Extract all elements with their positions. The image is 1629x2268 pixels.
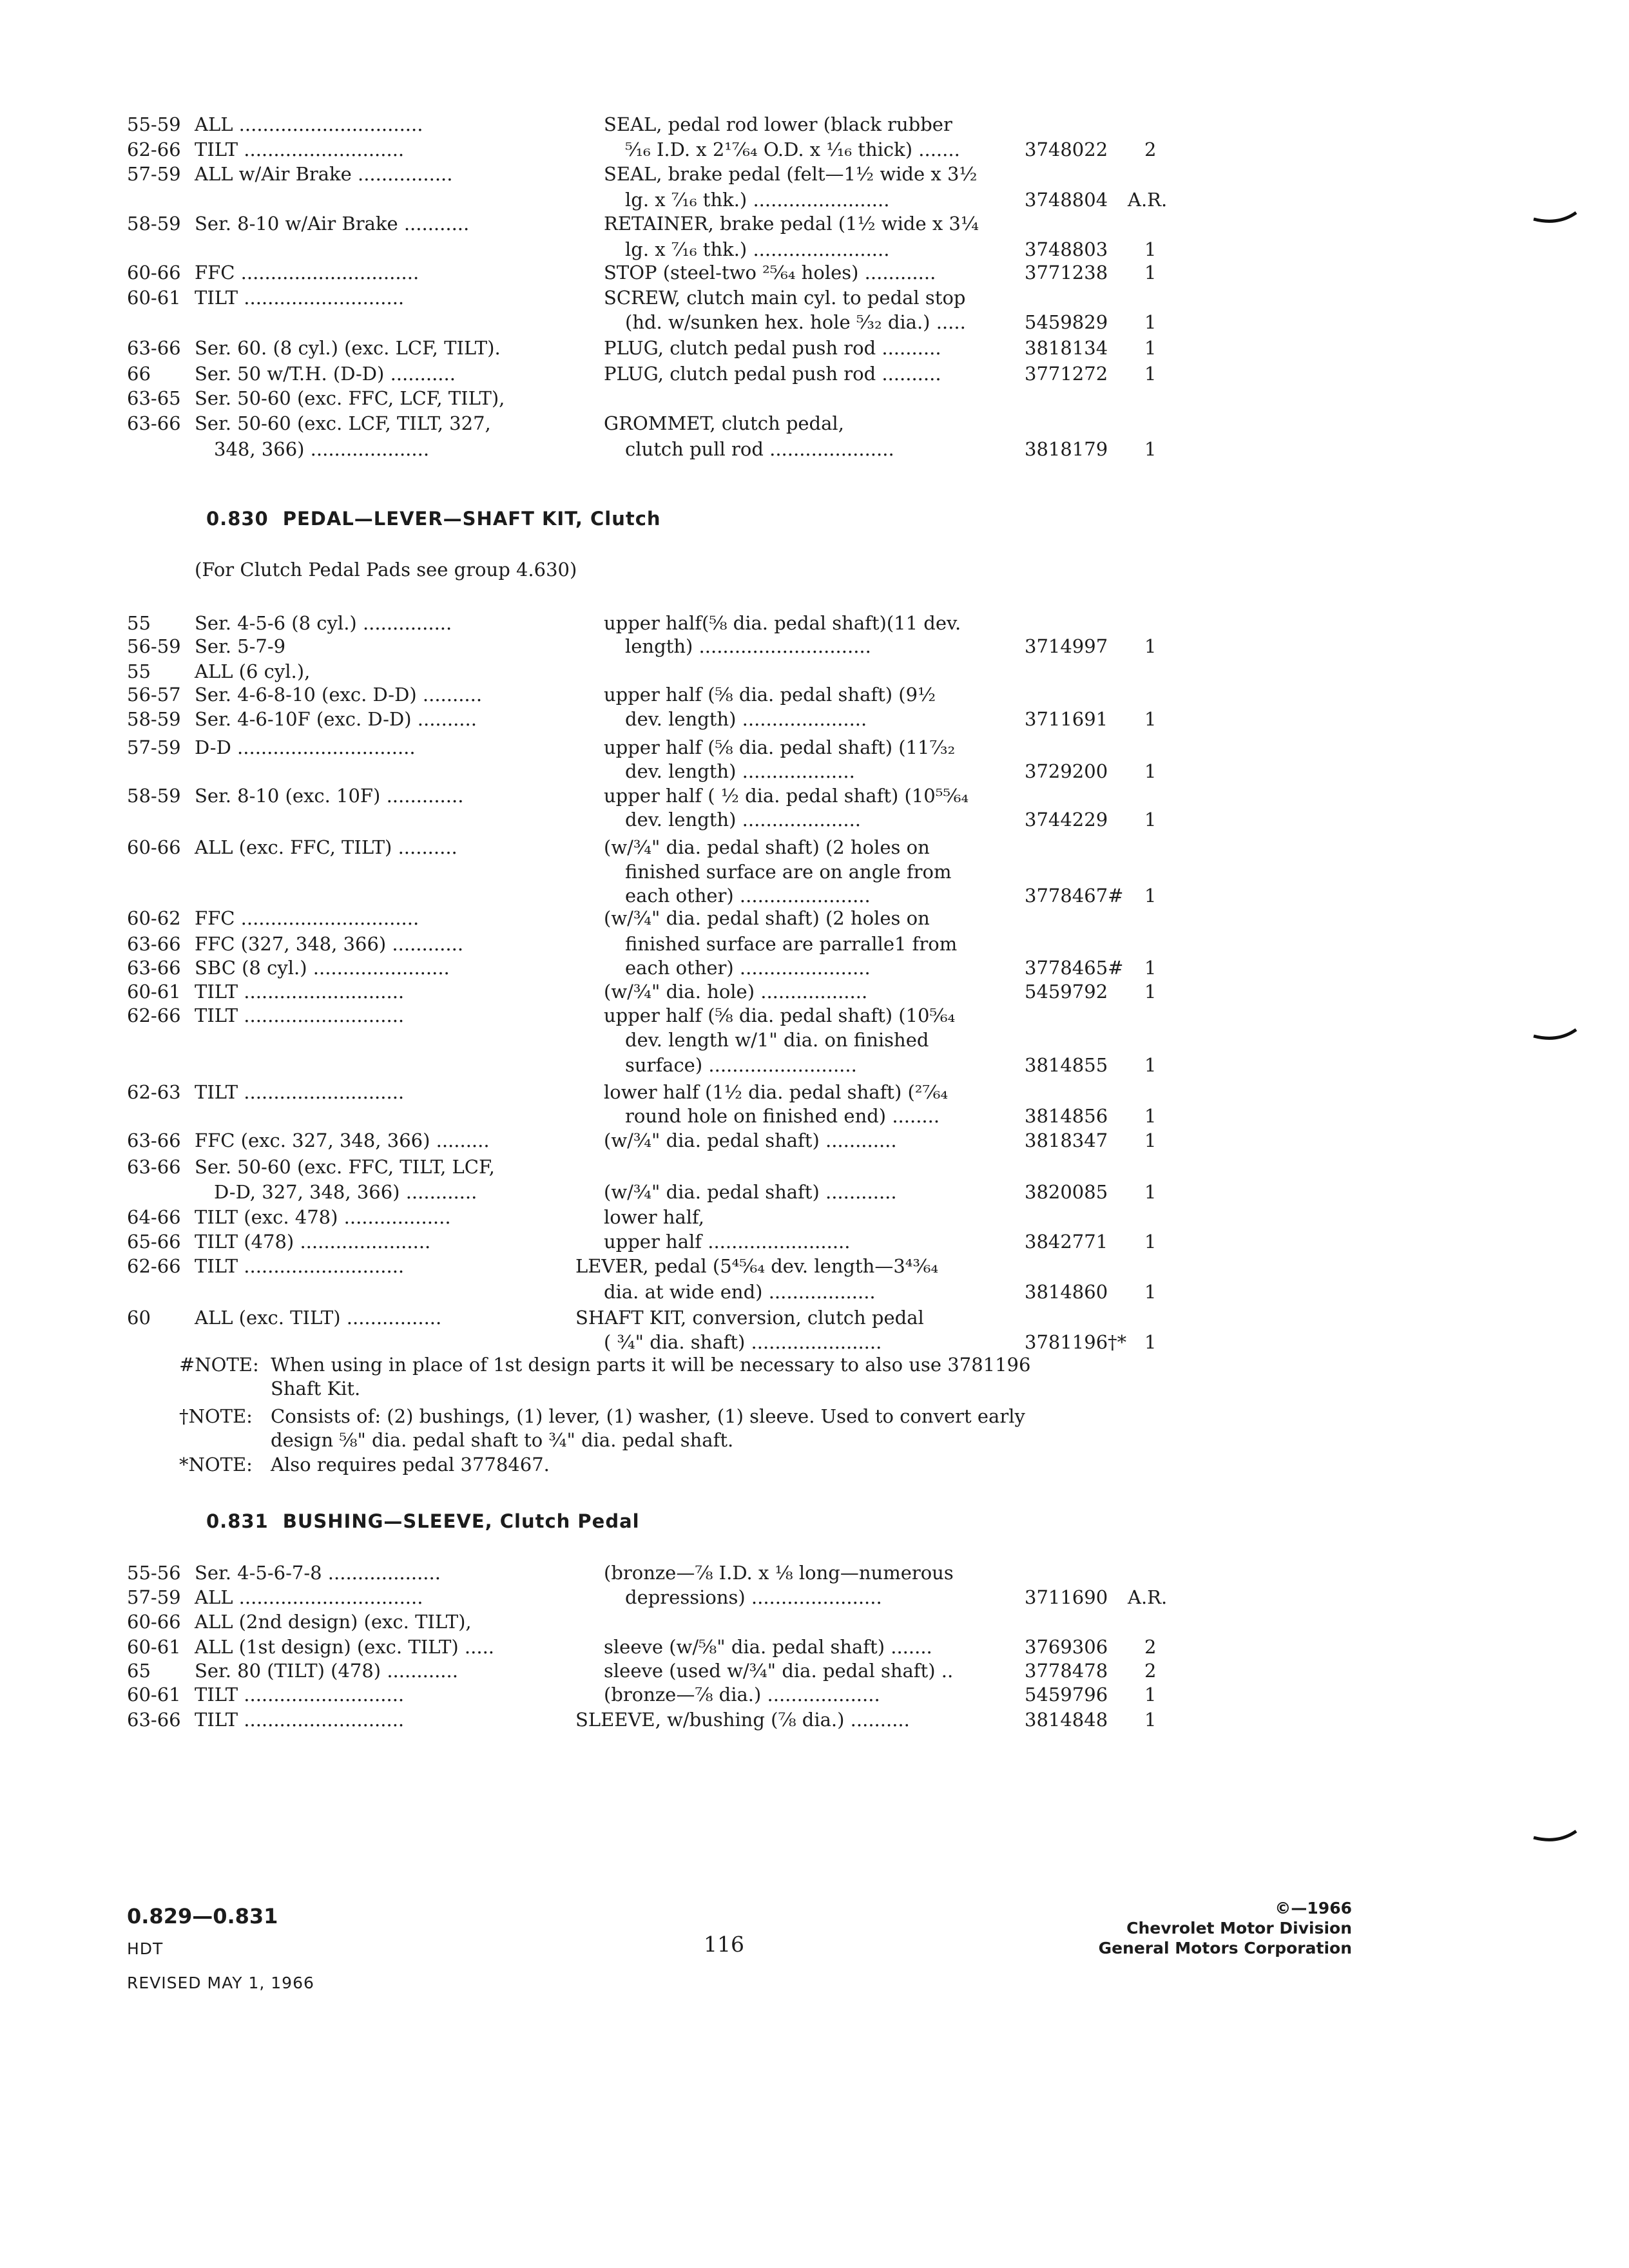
model-application: TILT ........................... bbox=[195, 1684, 405, 1706]
model-year: 62-66 bbox=[127, 1255, 181, 1277]
note-label: #NOTE: bbox=[179, 1354, 259, 1376]
part-number: 3814860 bbox=[1025, 1281, 1108, 1303]
part-description: SHAFT KIT, conversion, clutch pedal bbox=[575, 1307, 924, 1329]
model-year: 63-65 bbox=[127, 387, 181, 409]
group-range: 0.829—0.831 bbox=[127, 1904, 278, 1928]
part-description: PLUG, clutch pedal push rod .......... bbox=[604, 363, 941, 385]
part-description: clutch pull rod ..................... bbox=[625, 438, 894, 460]
model-year: 63-66 bbox=[127, 412, 181, 434]
division-name: Chevrolet Motor Division bbox=[1126, 1919, 1352, 1937]
model-application: Ser. 60. (8 cyl.) (exc. LCF, TILT). bbox=[195, 337, 501, 359]
model-year: 55 bbox=[127, 612, 151, 634]
part-description: length) ............................. bbox=[625, 635, 871, 657]
note-text-continued: Shaft Kit. bbox=[271, 1378, 361, 1399]
model-year: 55 bbox=[127, 660, 151, 682]
copyright: ©—1966 bbox=[1275, 1899, 1352, 1917]
part-description: sleeve (w/⅝" dia. pedal shaft) ....... bbox=[604, 1636, 932, 1658]
section-heading-0831 bbox=[206, 1510, 654, 1532]
model-year: 62-66 bbox=[127, 139, 181, 160]
revision-date: REVISED MAY 1, 1966 bbox=[127, 1974, 314, 1992]
model-application: Ser. 8-10 (exc. 10F) ............. bbox=[195, 785, 464, 807]
note-text: Consists of: (2) bushings, (1) lever, (1) washer, (1) sleeve. Used to convert early bbox=[271, 1405, 1025, 1427]
margin-tick-mark bbox=[1532, 1830, 1577, 1844]
part-description: SEAL, brake pedal (felt—1½ wide x 3½ bbox=[604, 163, 978, 185]
model-application: ALL ............................... bbox=[195, 1586, 423, 1608]
quantity: 1 bbox=[1144, 311, 1157, 333]
model-year: 60-61 bbox=[127, 981, 181, 1003]
part-number: 3771272 bbox=[1025, 363, 1108, 385]
model-application: ALL w/Air Brake ................ bbox=[195, 163, 453, 185]
model-year: 60-66 bbox=[127, 262, 181, 284]
model-year: 55-59 bbox=[127, 113, 181, 135]
part-description: round hole on finished end) ........ bbox=[625, 1105, 940, 1127]
part-number: 3814856 bbox=[1025, 1105, 1108, 1127]
model-application: D-D .............................. bbox=[195, 736, 416, 758]
part-description: upper half (⅝ dia. pedal shaft) (9½ bbox=[604, 684, 936, 706]
part-number: 3818347 bbox=[1025, 1129, 1108, 1151]
model-application: Ser. 50-60 (exc. LCF, TILT, 327, bbox=[195, 412, 491, 434]
model-year: 63-66 bbox=[127, 337, 181, 359]
quantity: 2 bbox=[1144, 1636, 1157, 1658]
part-description: LEVER, pedal (5⁴⁵⁄₆₄ dev. length—3⁴³⁄₆₄ bbox=[575, 1255, 939, 1277]
part-number: 3744229 bbox=[1025, 809, 1108, 831]
section-code: 0.830 bbox=[206, 508, 269, 530]
model-application: Ser. 4-5-6 (8 cyl.) ............... bbox=[195, 612, 452, 634]
part-number: 5459792 bbox=[1025, 981, 1108, 1003]
quantity: 1 bbox=[1144, 1684, 1157, 1706]
model-application: Ser. 80 (TILT) (478) ............ bbox=[195, 1660, 458, 1682]
margin-tick-mark bbox=[1532, 1028, 1577, 1043]
margin-tick-mark bbox=[1532, 211, 1577, 226]
model-year: 63-66 bbox=[127, 933, 181, 955]
section-title: PEDAL—LEVER—SHAFT KIT, Clutch bbox=[282, 508, 661, 530]
quantity: 1 bbox=[1144, 1709, 1157, 1731]
part-number: 3771238 bbox=[1025, 262, 1108, 284]
model-application: Ser. 50 w/T.H. (D-D) ........... bbox=[195, 363, 456, 385]
quantity: 1 bbox=[1144, 337, 1157, 359]
model-year: 56-57 bbox=[127, 684, 181, 706]
model-year: 60-62 bbox=[127, 907, 181, 929]
part-number: 3820085 bbox=[1025, 1181, 1108, 1203]
part-description: lower half (1½ dia. pedal shaft) (²⁷⁄₆₄ bbox=[604, 1081, 949, 1103]
part-description: ( ¾" dia. shaft) ...................... bbox=[604, 1331, 882, 1353]
part-number: 3778467# bbox=[1025, 885, 1124, 907]
part-description: depressions) ...................... bbox=[625, 1586, 882, 1608]
model-application: Ser. 4-6-8-10 (exc. D-D) .......... bbox=[195, 684, 483, 706]
model-year: 64-66 bbox=[127, 1206, 181, 1228]
part-description: ⁵⁄₁₆ I.D. x 2¹⁷⁄₆₄ O.D. x ¹⁄₁₆ thick) ....... bbox=[625, 139, 960, 160]
model-application: ALL ............................... bbox=[195, 113, 423, 135]
model-year: 63-66 bbox=[127, 1129, 181, 1151]
quantity: 1 bbox=[1144, 809, 1157, 831]
model-application: TILT (478) ...................... bbox=[195, 1231, 431, 1253]
quantity: 1 bbox=[1144, 262, 1157, 284]
part-description: finished surface are on angle from bbox=[625, 861, 952, 883]
model-year: 55-56 bbox=[127, 1562, 181, 1584]
part-number: 3818179 bbox=[1025, 438, 1108, 460]
model-year: 66 bbox=[127, 363, 151, 385]
model-application: Ser. 50-60 (exc. FFC, TILT, LCF, bbox=[195, 1156, 495, 1178]
part-description: upper half ........................ bbox=[604, 1231, 851, 1253]
quantity: 1 bbox=[1144, 635, 1157, 657]
part-description: upper half (⅝ dia. pedal shaft) (10⁵⁄₆₄ bbox=[604, 1004, 956, 1026]
model-application: FFC .............................. bbox=[195, 262, 419, 284]
part-description: dia. at wide end) .................. bbox=[604, 1281, 876, 1303]
part-description: surface) ......................... bbox=[625, 1054, 857, 1076]
catalog-code: HDT bbox=[127, 1939, 164, 1958]
quantity: 1 bbox=[1144, 1181, 1157, 1203]
model-year: 63-66 bbox=[127, 1156, 181, 1178]
part-number: 3814855 bbox=[1025, 1054, 1108, 1076]
part-description: STOP (steel-two ²⁵⁄₆₄ holes) ............ bbox=[604, 262, 936, 284]
quantity: 2 bbox=[1144, 1660, 1157, 1682]
publisher-block bbox=[1099, 1898, 1352, 1958]
model-year: 58-59 bbox=[127, 785, 181, 807]
part-number: 3714997 bbox=[1025, 635, 1108, 657]
part-number: 3748804 bbox=[1025, 189, 1108, 211]
quantity: 1 bbox=[1144, 885, 1157, 907]
model-application: TILT (exc. 478) .................. bbox=[195, 1206, 451, 1228]
model-year: 58-59 bbox=[127, 213, 181, 235]
quantity: 1 bbox=[1144, 1105, 1157, 1127]
part-description: dev. length) ................... bbox=[625, 760, 855, 782]
model-application: FFC .............................. bbox=[195, 907, 419, 929]
model-year: 60-66 bbox=[127, 1611, 181, 1633]
model-application: TILT ........................... bbox=[195, 287, 405, 309]
part-number: 3711691 bbox=[1025, 708, 1108, 730]
part-number: 3748803 bbox=[1025, 238, 1108, 260]
model-year: 60-66 bbox=[127, 836, 181, 858]
model-application: ALL (exc. TILT) ................ bbox=[195, 1307, 442, 1329]
model-year: 57-59 bbox=[127, 1586, 181, 1608]
quantity: 1 bbox=[1144, 1331, 1157, 1353]
model-application: ALL (2nd design) (exc. TILT), bbox=[195, 1611, 472, 1633]
note-label: *NOTE: bbox=[179, 1454, 253, 1475]
model-year: 57-59 bbox=[127, 163, 181, 185]
part-number: 3748022 bbox=[1025, 139, 1108, 160]
model-application: TILT ........................... bbox=[195, 1004, 405, 1026]
part-description: SEAL, pedal rod lower (black rubber bbox=[604, 113, 952, 135]
part-description: PLUG, clutch pedal push rod .......... bbox=[604, 337, 941, 359]
note-label: †NOTE: bbox=[179, 1405, 253, 1427]
part-description: lower half, bbox=[604, 1206, 704, 1228]
section-heading-0830 bbox=[206, 508, 675, 530]
part-description: dev. length) ..................... bbox=[625, 708, 867, 730]
section-title: BUSHING—SLEEVE, Clutch Pedal bbox=[282, 1510, 640, 1532]
model-year: 56-59 bbox=[127, 635, 181, 657]
part-description: GROMMET, clutch pedal, bbox=[604, 412, 844, 434]
model-application: TILT ........................... bbox=[195, 981, 405, 1003]
quantity: 1 bbox=[1144, 1054, 1157, 1076]
part-description: (w/¾" dia. hole) .................. bbox=[604, 981, 868, 1003]
model-year: 60-61 bbox=[127, 1636, 181, 1658]
page-number: 116 bbox=[704, 1932, 744, 1957]
part-description: dev. length w/1" dia. on finished bbox=[625, 1029, 929, 1051]
part-description: (bronze—⅞ I.D. x ⅛ long—numerous bbox=[604, 1562, 954, 1584]
part-number: 3711690 bbox=[1025, 1586, 1108, 1608]
quantity: A.R. bbox=[1128, 189, 1168, 211]
quantity: 1 bbox=[1144, 760, 1157, 782]
quantity: 1 bbox=[1144, 708, 1157, 730]
part-description: upper half(⅝ dia. pedal shaft)(11 dev. bbox=[604, 612, 961, 634]
quantity: A.R. bbox=[1128, 1586, 1168, 1608]
note-text: When using in place of 1st design parts it will be necessary to also use 3781196 bbox=[271, 1354, 1031, 1376]
model-year: 63-66 bbox=[127, 957, 181, 979]
part-number: 3781196†* bbox=[1025, 1331, 1127, 1353]
part-description: each other) ...................... bbox=[625, 885, 871, 907]
part-number: 3769306 bbox=[1025, 1636, 1108, 1658]
part-description: (hd. w/sunken hex. hole ⁵⁄₃₂ dia.) ..... bbox=[625, 311, 966, 333]
model-application: FFC (exc. 327, 348, 366) ......... bbox=[195, 1129, 490, 1151]
model-application: ALL (1st design) (exc. TILT) ..... bbox=[195, 1636, 495, 1658]
quantity: 1 bbox=[1144, 1231, 1157, 1253]
quantity: 1 bbox=[1144, 363, 1157, 385]
part-description: lg. x ⁷⁄₁₆ thk.) ....................... bbox=[625, 238, 890, 260]
model-application: Ser. 4-5-6-7-8 ................... bbox=[195, 1562, 441, 1584]
part-description: (bronze—⅞ dia.) ................... bbox=[604, 1684, 880, 1706]
part-number: 5459796 bbox=[1025, 1684, 1108, 1706]
quantity: 1 bbox=[1144, 238, 1157, 260]
part-number: 3842771 bbox=[1025, 1231, 1108, 1253]
section-note: (For Clutch Pedal Pads see group 4.630) bbox=[195, 559, 577, 581]
quantity: 1 bbox=[1144, 957, 1157, 979]
part-number: 3778478 bbox=[1025, 1660, 1108, 1682]
model-application: 348, 366) .................... bbox=[214, 438, 430, 460]
model-year: 60-61 bbox=[127, 1684, 181, 1706]
part-number: 5459829 bbox=[1025, 311, 1108, 333]
model-year: 62-66 bbox=[127, 1004, 181, 1026]
quantity: 1 bbox=[1144, 438, 1157, 460]
part-number: 3814848 bbox=[1025, 1709, 1108, 1731]
model-year: 60-61 bbox=[127, 287, 181, 309]
part-description: finished surface are parralle1 from bbox=[625, 933, 958, 955]
model-application: Ser. 5-7-9 bbox=[195, 635, 286, 657]
part-description: sleeve (used w/¾" dia. pedal shaft) .. bbox=[604, 1660, 954, 1682]
part-description: SLEEVE, w/bushing (⅞ dia.) .......... bbox=[575, 1709, 910, 1731]
model-application: Ser. 4-6-10F (exc. D-D) .......... bbox=[195, 708, 477, 730]
part-description: each other) ...................... bbox=[625, 957, 871, 979]
part-description: upper half (⅝ dia. pedal shaft) (11⁷⁄₃₂ bbox=[604, 736, 956, 758]
part-description: (w/¾" dia. pedal shaft) ............ bbox=[604, 1181, 897, 1203]
quantity: 1 bbox=[1144, 981, 1157, 1003]
corporation-name: General Motors Corporation bbox=[1098, 1939, 1352, 1957]
note-text: Also requires pedal 3778467. bbox=[271, 1454, 550, 1475]
model-application: Ser. 50-60 (exc. FFC, LCF, TILT), bbox=[195, 387, 505, 409]
part-description: SCREW, clutch main cyl. to pedal stop bbox=[604, 287, 966, 309]
model-year: 65-66 bbox=[127, 1231, 181, 1253]
model-application: TILT ........................... bbox=[195, 1081, 405, 1103]
quantity: 1 bbox=[1144, 1129, 1157, 1151]
part-description: RETAINER, brake pedal (1½ wide x 3¼ bbox=[604, 213, 979, 235]
part-description: upper half ( ½ dia. pedal shaft) (10⁵⁵⁄₆₄ bbox=[604, 785, 969, 807]
model-application: D-D, 327, 348, 366) ............ bbox=[214, 1181, 477, 1203]
model-application: FFC (327, 348, 366) ............ bbox=[195, 933, 464, 955]
part-number: 3818134 bbox=[1025, 337, 1108, 359]
model-application: ALL (exc. FFC, TILT) .......... bbox=[195, 836, 458, 858]
part-number: 3729200 bbox=[1025, 760, 1108, 782]
quantity: 2 bbox=[1144, 139, 1157, 160]
model-year: 62-63 bbox=[127, 1081, 181, 1103]
note-text-continued: design ⅝" dia. pedal shaft to ¾" dia. pedal shaft. bbox=[271, 1429, 734, 1451]
model-year: 65 bbox=[127, 1660, 151, 1682]
part-description: (w/¾" dia. pedal shaft) ............ bbox=[604, 1129, 897, 1151]
model-application: TILT ........................... bbox=[195, 1255, 405, 1277]
model-year: 58-59 bbox=[127, 708, 181, 730]
model-application: ALL (6 cyl.), bbox=[195, 660, 311, 682]
part-description: dev. length) .................... bbox=[625, 809, 862, 831]
model-application: SBC (8 cyl.) ....................... bbox=[195, 957, 450, 979]
model-year: 57-59 bbox=[127, 736, 181, 758]
section-code: 0.831 bbox=[206, 1510, 269, 1532]
part-description: (w/¾" dia. pedal shaft) (2 holes on bbox=[604, 836, 930, 858]
part-description: lg. x ⁷⁄₁₆ thk.) ....................... bbox=[625, 189, 890, 211]
part-description: (w/¾" dia. pedal shaft) (2 holes on bbox=[604, 907, 930, 929]
model-application: TILT ........................... bbox=[195, 1709, 405, 1731]
model-application: Ser. 8-10 w/Air Brake ........... bbox=[195, 213, 470, 235]
model-application: TILT ........................... bbox=[195, 139, 405, 160]
model-year: 63-66 bbox=[127, 1709, 181, 1731]
model-year: 60 bbox=[127, 1307, 151, 1329]
part-number: 3778465# bbox=[1025, 957, 1124, 979]
quantity: 1 bbox=[1144, 1281, 1157, 1303]
